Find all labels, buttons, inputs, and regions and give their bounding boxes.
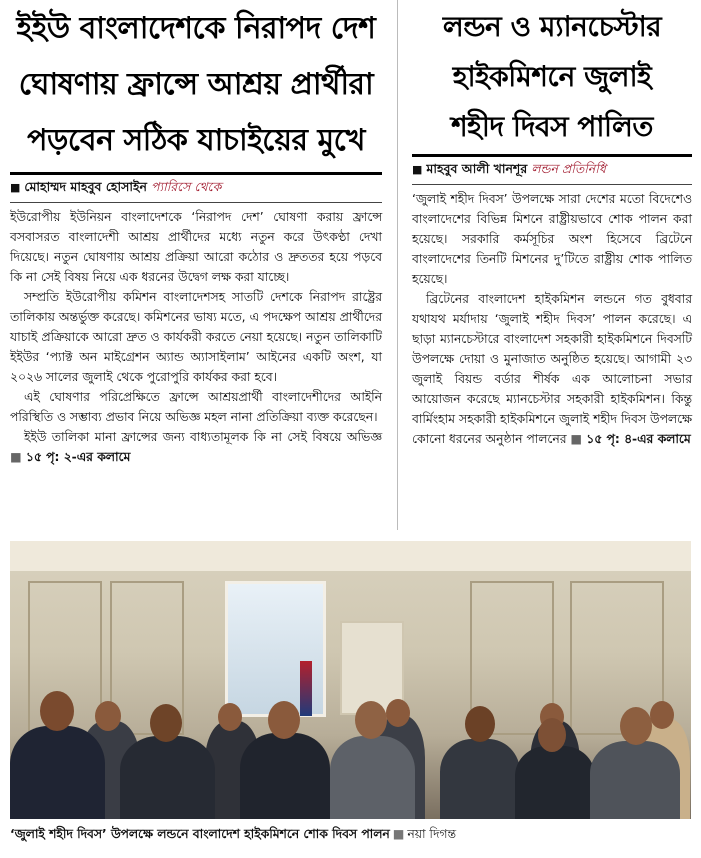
attendee [590, 741, 680, 819]
byline-name: মাহবুব আলী খানশূর [426, 161, 528, 176]
left-headline-line: ঘোষণায় ফ্রান্সে আশ্রয় প্রার্থীরা [18, 67, 374, 102]
attendee-head [355, 701, 387, 739]
right-headline [412, 0, 692, 150]
attendee-head [150, 704, 182, 742]
jump-link[interactable] [10, 450, 130, 464]
attendee [240, 733, 330, 819]
square-icon: ■ [392, 827, 405, 841]
attendee-head [268, 701, 300, 739]
attendee-head [650, 701, 674, 729]
right-headline-line: হাইকমিশনে জুলাই [452, 60, 652, 93]
right-body [412, 189, 692, 449]
flag [300, 661, 312, 716]
attendee [515, 746, 595, 819]
attendee [120, 736, 215, 819]
byline-location: প্যারিসে থেকে [150, 179, 222, 194]
left-headline [10, 0, 382, 168]
attendee-head [95, 701, 121, 731]
left-headline-line: পড়বেন সঠিক যাচাইয়ের মুখে [27, 123, 365, 158]
photo-credit: নয়া দিগন্ত [407, 827, 456, 841]
paragraph: সম্প্রতি ইউরোপীয় কমিশন বাংলাদেশসহ সাতটি দেশকে নিরাপদ রাষ্ট্রের তালিকায় অন্তর্ভুক্ত করেছে। কমিশনের ভাষ্য মতে, এ পদক্ষেপ আশ্রয় প্রার্থীদের যাচাই প্রক্রিয়াকে আরো দ্রুত ও কার্যকরী করতে নেয়া হয়েছে। নতুন তালিকাটি ইইউর ‘প্যাক্ট অন মাইগ্রেশন অ্যান্ড অ্যাসাইলাম’ আইনের একটি অংশ, যা ২০২৬ সালের জুলাই থেকে পুরোপুরি কার্যকর করা হবে। [10, 290, 382, 384]
right-article [412, 0, 692, 449]
attendee [10, 726, 105, 819]
left-headline-line: ইইউ বাংলাদেশকে নিরাপদ দেশ [16, 11, 376, 46]
attendee-head [218, 703, 242, 731]
left-byline [10, 175, 382, 202]
ceiling [10, 541, 691, 571]
right-headline-line: লন্ডন ও ম্যানচেস্টার [442, 10, 662, 43]
paragraph [10, 427, 382, 467]
square-icon: ■ [570, 432, 583, 446]
column-divider [397, 0, 398, 530]
byline-rule [412, 184, 692, 185]
jump-link[interactable] [570, 432, 690, 446]
left-article [10, 0, 382, 467]
right-headline-line: শহীদ দিবস পালিত [451, 110, 653, 143]
caption-text: ‘জুলাই শহীদ দিবস’ উপলক্ষে লন্ডনে বাংলাদেশ হাইকমিশনে শোক দিবস পালন [10, 827, 390, 841]
attendee-head [620, 707, 652, 745]
attendee [440, 739, 520, 819]
bullet-icon: ■ [10, 181, 21, 194]
paragraph-text: ইইউ তালিকা মানা ফ্রান্সের জন্য বাধ্যতামূলক কি না সেই বিষয়ে অভিজ্ঞ [24, 430, 382, 444]
attendee [330, 736, 415, 819]
left-body [10, 207, 382, 467]
byline-name: মোহাম্মদ মাহবুব হোসাইন [24, 179, 147, 194]
bullet-icon: ■ [412, 163, 423, 176]
attendee-head [40, 691, 74, 731]
news-photo [10, 541, 691, 819]
attendee-head [538, 718, 566, 752]
jump-label: ১৫ পৃ: ৪-এর কলামে [586, 432, 691, 446]
paragraph: ইউরোপীয় ইউনিয়ন বাংলাদেশকে ‘নিরাপদ দেশ’ ঘোষণা করায় ফ্রান্সে বসবাসরত বাংলাদেশী আশ্রয় প্রার্থীদের মধ্যে নতুন করে উৎকণ্ঠা দেখা দিয়েছে। নতুন ঘোষণায় আশ্রয় প্রক্রিয়া আরো কঠোর ও দ্রুততর হয়ে পড়বে কি না সেই বিষয় নিয়ে এক ধরনের উদ্বেগ লক্ষ করা যাচ্ছে। [10, 210, 382, 284]
paragraph [412, 289, 692, 449]
byline-location: লন্ডন প্রতিনিধি [531, 161, 606, 176]
right-byline [412, 157, 692, 184]
attendee-head [465, 706, 495, 742]
jump-label: ১৫ পৃ: ২-এর কলামে [25, 450, 131, 464]
square-icon: ■ [10, 450, 22, 464]
photo-caption [10, 826, 691, 846]
attendee-head [386, 699, 410, 727]
paragraph: ‘জুলাই শহীদ দিবস’ উপলক্ষে সারা দেশের মতো বিদেশেও বাংলাদেশের বিভিন্ন মিশনে রাষ্ট্রীয়ভাবে শোক পালন করা হয়েছে। সরকারি কর্মসূচির অংশ হিসেবে ব্রিটেনে বাংলাদেশের তিনটি মিশনের দু’টিতে রাষ্ট্রীয় শোক পালিত হয়েছে। [412, 192, 692, 286]
byline-rule [10, 202, 382, 203]
paragraph: এই ঘোষণার পরিপ্রেক্ষিতে ফ্রান্সে আশ্রয়প্রার্থী বাংলাদেশীদের আইনি পরিস্থিতি ও সম্ভাব্য প্রভাব নিয়ে অভিজ্ঞ মহল নানা প্রতিক্রিয়া ব্যক্ত করেছেন। [10, 390, 382, 424]
paragraph-text: ব্রিটেনের বাংলাদেশ হাইকমিশন লন্ডনে গত বুধবার যথাযথ মর্যাদায় ‘জুলাই শহীদ দিবস’ পালন করেছে। এ ছাড়া ম্যানচেস্টারে বাংলাদেশ সহকারী হাইকমিশনে দিবসটি উপলক্ষে দোয়া ও মুনাজাত অনুষ্ঠিত হয়েছে। আগামী ২৩ জুলাই বিয়ন্ড বর্ডার শীর্ষক এক আলোচনা সভার আয়োজন করেছে ম্যানচেস্টার সহকারী হাইকমিশন। কিন্তু বার্মিংহাম সহকারী হাইকমিশনে জুলাই শহীদ দিবস উপলক্ষে কোনো ধরনের অনুষ্ঠান পালনের [412, 292, 692, 446]
